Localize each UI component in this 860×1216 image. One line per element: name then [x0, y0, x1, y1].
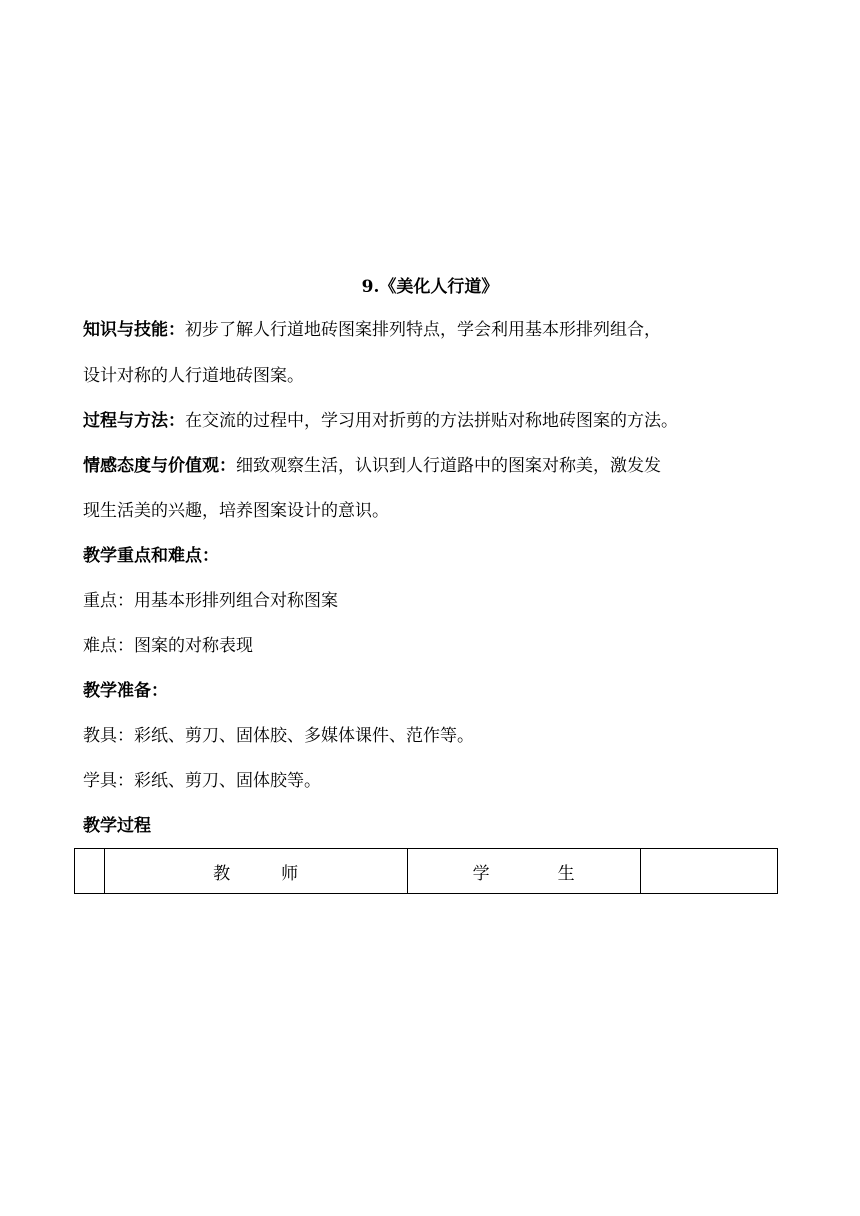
emotion-values-label: 情感态度与价值观：	[83, 456, 236, 476]
lesson-title: 9.《美化人行道》	[361, 277, 499, 297]
key-points-heading: 教学重点和难点：	[83, 546, 219, 566]
preparation-heading: 教学准备：	[83, 681, 168, 701]
student-column-header: 学 生	[472, 863, 575, 884]
student-tools-line: 学具：彩纸、剪刀、固体胶等。	[83, 771, 321, 791]
emotion-values-line-2: 现生活美的兴趣，培养图案设计的意识。	[83, 501, 389, 521]
table-row	[75, 849, 778, 894]
process-method-text: 在交流的过程中，学习用对折剪的方法拼贴对称地砖图案的方法。	[185, 411, 678, 431]
table-cell-notes	[640, 849, 777, 894]
process-table	[74, 848, 778, 894]
table-cell-student	[407, 849, 640, 894]
emotion-values-line-1	[83, 454, 783, 478]
teacher-column-header: 教 师	[213, 863, 299, 884]
teacher-tools-line: 教具：彩纸、剪刀、固体胶、多媒体课件、范作等。	[83, 726, 474, 746]
table-cell-index	[75, 849, 105, 894]
emotion-values-text: 细致观察生活，认识到人行道路中的图案对称美，激发发	[236, 456, 661, 476]
table-cell-teacher	[104, 849, 407, 894]
difficulty-line: 难点：图案的对称表现	[83, 636, 253, 656]
process-heading: 教学过程	[83, 816, 151, 836]
process-method-line	[83, 409, 783, 433]
knowledge-skills-line-1	[83, 318, 783, 342]
focus-line: 重点：用基本形排列组合对称图案	[83, 591, 338, 611]
knowledge-skills-line-2: 设计对称的人行道地砖图案。	[83, 366, 304, 386]
process-method-label: 过程与方法：	[83, 411, 185, 431]
knowledge-skills-label: 知识与技能：	[83, 320, 185, 340]
knowledge-skills-text: 初步了解人行道地砖图案排列特点，学会利用基本形排列组合，	[185, 320, 661, 340]
